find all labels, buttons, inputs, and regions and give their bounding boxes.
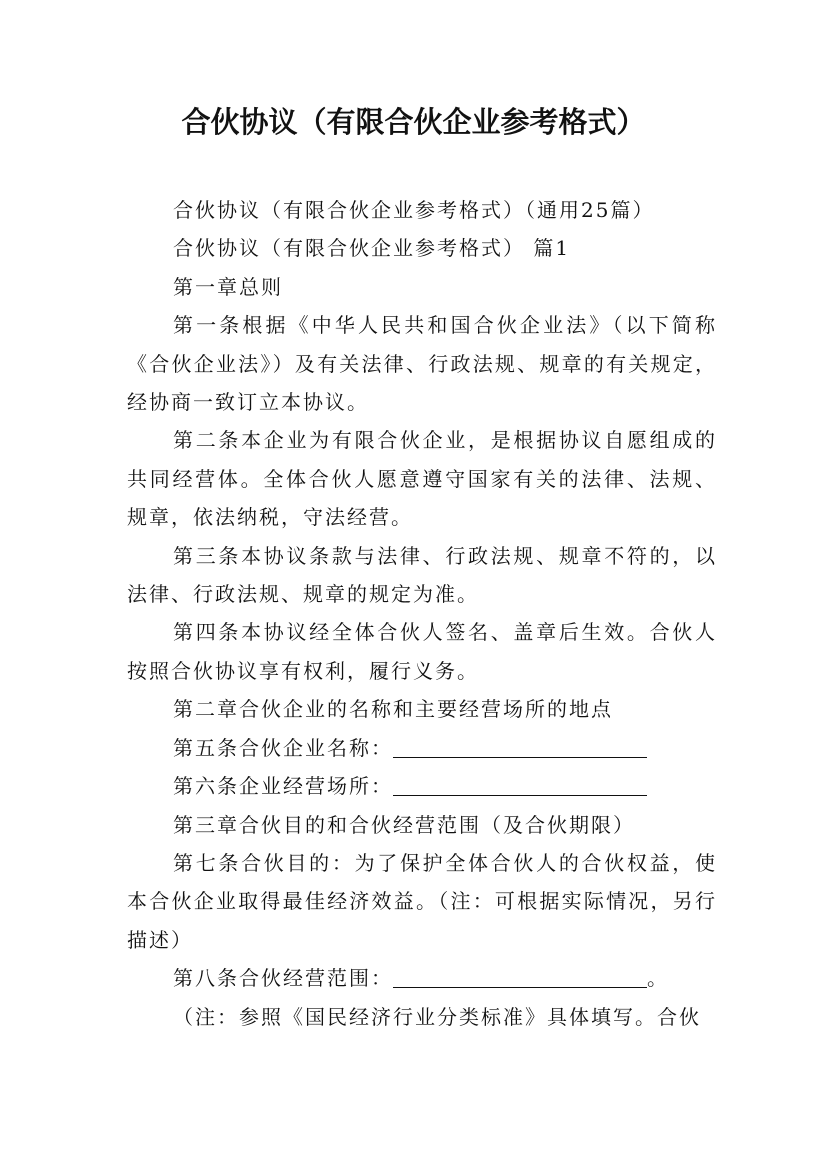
document-paragraph — [127, 613, 717, 690]
paragraph-text: （注：参照《国民经济行业分类标准》具体填写。合伙 — [173, 1004, 701, 1029]
paragraph-text: 第五条合伙企业名称： — [173, 735, 393, 760]
form-field-line — [127, 729, 717, 767]
form-field-line — [127, 959, 717, 997]
paragraph-text: 第八条合伙经营范围： — [173, 966, 393, 991]
document-paragraph — [127, 306, 717, 421]
document-body — [127, 191, 717, 1036]
paragraph-text: 第六条企业经营场所： — [173, 774, 393, 799]
document-paragraph — [127, 229, 717, 267]
document-paragraph — [127, 421, 717, 536]
paragraph-text: 第一条根据《中华人民共和国合伙企业法》（以下简称《合伙企业法》）及有关法律、行政法规、规章的有关规定，经协商一致订立本协议。 — [127, 313, 717, 415]
blank-fill-line[interactable] — [393, 735, 647, 758]
paragraph-text: 第二章合伙企业的名称和主要经营场所的地点 — [173, 697, 613, 722]
paragraph-text: 第三条本协议条款与法律、行政法规、规章不符的，以法律、行政法规、规章的规定为准。 — [127, 543, 717, 607]
blank-fill-line[interactable] — [393, 773, 647, 796]
paragraph-text: 第七条合伙目的：为了保护全体合伙人的合伙权益，使本合伙企业取得最佳经济效益。（注：可根据实际情况，另行描述） — [127, 850, 717, 952]
form-field-line — [127, 767, 717, 805]
paragraph-text: 第二条本企业为有限合伙企业，是根据协议自愿组成的共同经营体。全体合伙人愿意遵守国家有关的法律、法规、规章，依法纳税，守法经营。 — [127, 428, 717, 530]
paragraph-text: 合伙协议（有限合伙企业参考格式） 篇1 — [173, 236, 571, 261]
document-paragraph — [127, 690, 717, 728]
paragraph-text: 第一章总则 — [173, 274, 283, 299]
document-paragraph — [127, 844, 717, 959]
document-paragraph — [127, 191, 717, 229]
field-suffix: 。 — [647, 966, 669, 991]
document-paragraph — [127, 268, 717, 306]
paragraph-text: 第三章合伙目的和合伙经营范围（及合伙期限） — [173, 812, 635, 837]
document-paragraph — [127, 537, 717, 614]
paragraph-text: 合伙协议（有限合伙企业参考格式）（通用25篇） — [173, 198, 655, 222]
document-title: 合伙协议（有限合伙企业参考格式） — [181, 105, 646, 139]
paragraph-text: 第四条本协议经全体合伙人签名、盖章后生效。合伙人按照合伙协议享有权利，履行义务。 — [127, 620, 717, 683]
document-paragraph — [127, 806, 717, 844]
document-paragraph — [127, 998, 717, 1036]
blank-fill-line[interactable] — [393, 965, 647, 988]
